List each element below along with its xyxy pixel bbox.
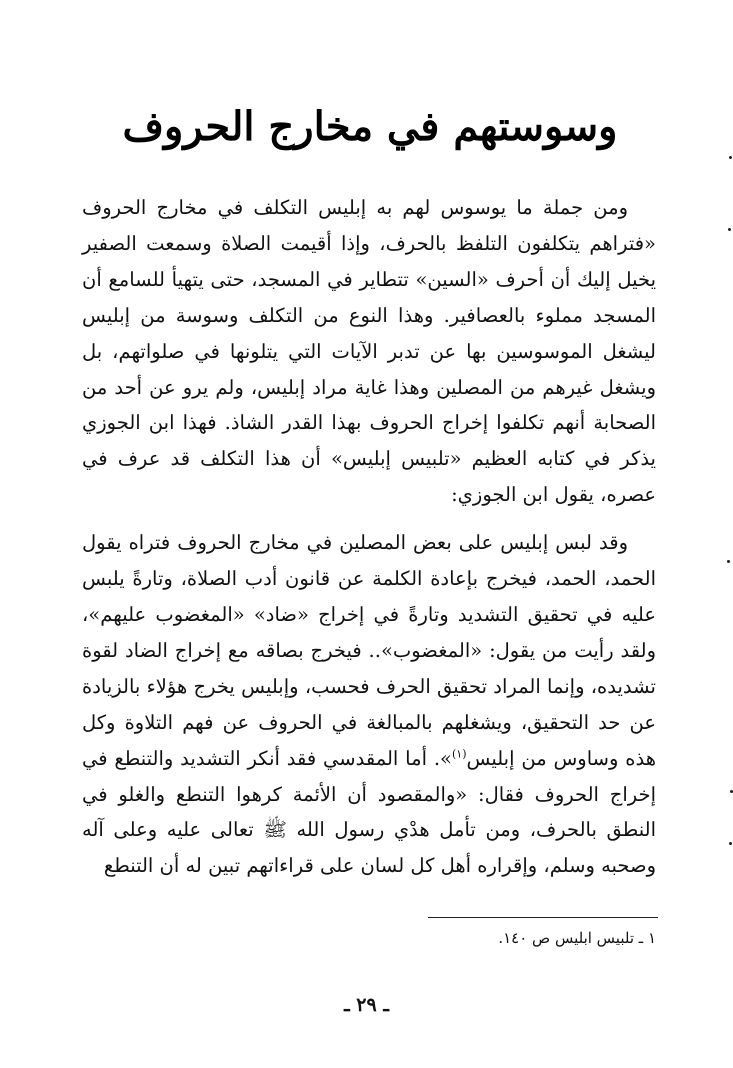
scan-speck [729, 842, 732, 845]
scan-speck [729, 156, 732, 159]
scan-speck [727, 560, 730, 563]
paragraph-1: ومن جملة ما يوسوس لهم به إبليس التكلف في مخارج الحروف «فتراهم يتكلفون التلفظ بالحرف، وإذا أقيمت الصلاة وسمعت الصفير يخيل إليك أن أحرف «السين» تتطاير في المسجد، حتى يتهيأ للسامع أن المسجد مملوء بالعصافير. وهذا النوع من التكلف وسوسة من إبليس ليشغل الموسوسين بها عن تدبر الآيات التي يتلونها في صلواتهم، بل ويشغل غيرهم من المصلين وهذا غاية مراد إبليس، ولم يرو عن أحد من الصحابة أنهم تكلفوا إخراج الحروف بهذا القدر الشاذ. فهذا ابن الجوزي يذكر في كتابه العظيم «تلبيس إبليس» أن هذا التكلف قد عرف في عصره، يقول ابن الجوزي: [82, 196, 656, 507]
paragraph-2 [82, 525, 656, 884]
paragraph-2-text-continued: ». أما المقدسي فقد أنكر التشديد والتنطع في إخراج الحروف فقال: «والمقصود أن الأئمة كرهوا التنطع والغلو في النطق بالحرف، ومن تأمل هدْي رسول الله ﷺ تعالى عليه وعلى آله وصحبه وسلم، وإقراره أهل كل لسان على قراءاتهم تبين له أن التنطع [82, 746, 656, 878]
body-text [82, 190, 656, 884]
paragraph-2-text: وقد لبس إبليس على بعض المصلين في مخارج الحروف فتراه يقول الحمد، الحمد، فيخرج بإعادة الكلمة عن قانون أدب الصلاة، وتارةً يلبس عليه في تحقيق التشديد وتارةً في إخراج «ضاد» «المغضوب عليهم»، ولقد رأيت من يقول: «المغضوب».. فيخرج بصاقه مع إخراج الضاد لقوة تشديده، وإنما المراد تحقيق الحرف فحسب، وإبليس يخرج هؤلاء بالزيادة عن حد التحقيق، ويشغلهم بالمبالغة في الحروف عن فهم التلاوة وكل هذه وساوس من إبليس [82, 531, 656, 770]
footnote-divider [428, 917, 658, 918]
chapter-title: وسوستهم في مخارج الحروف [122, 103, 618, 150]
page-number: ـ ٢٩ ـ [344, 994, 389, 1016]
footnote-reference[interactable]: (١) [451, 747, 467, 761]
scan-speck [728, 228, 731, 231]
footnote: ١ ـ تلبيس ابليس ص ١٤٠. [498, 929, 656, 947]
